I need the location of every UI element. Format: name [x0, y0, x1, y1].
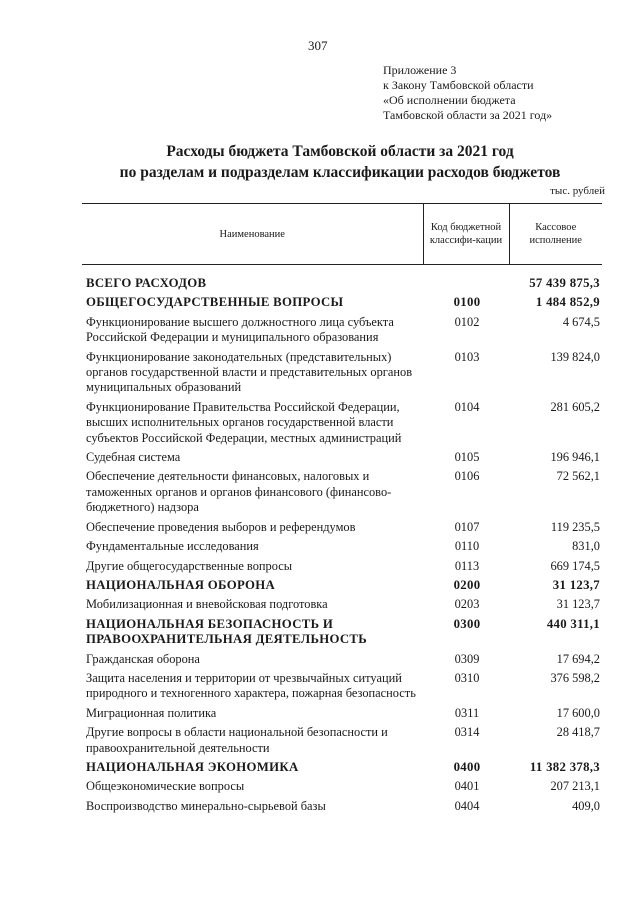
row-value: 196 946,1 — [550, 450, 600, 465]
document-title — [60, 141, 620, 183]
row-name: Миграционная политика — [86, 705, 217, 720]
row-name: Общеэкономические вопросы — [86, 779, 245, 794]
row-value: 139 824,0 — [550, 349, 600, 364]
table-row — [82, 265, 602, 294]
table-row — [82, 398, 602, 448]
row-value: 72 562,1 — [556, 469, 600, 484]
row-value: 376 598,2 — [550, 670, 600, 685]
row-code: 0104 — [454, 399, 480, 414]
table-row — [82, 518, 602, 537]
row-name: ВСЕГО РАСХОДОВ — [86, 276, 207, 290]
row-name: Функционирование законодательных (представительных) органов государственной власти и представительных органов муниципальных образований — [86, 349, 413, 395]
row-value: 281 605,2 — [550, 399, 600, 414]
row-value: 831,0 — [572, 539, 600, 554]
table-row — [82, 576, 602, 595]
row-code — [423, 265, 509, 294]
row-name: НАЦИОНАЛЬНАЯ ОБОРОНА — [86, 577, 276, 592]
annex-line: к Закону Тамбовской области — [383, 78, 534, 92]
row-value: 440 311,1 — [546, 616, 600, 631]
row-value: 17 694,2 — [556, 651, 600, 666]
row-value: 1 484 852,9 — [535, 295, 600, 310]
row-code: 0400 — [453, 759, 481, 774]
row-value: 409,0 — [572, 798, 600, 813]
annex-note — [383, 63, 552, 123]
row-value: 4 674,5 — [562, 314, 600, 329]
row-name: ОБЩЕГОСУДАРСТВЕННЫЕ ВОПРОСЫ — [86, 295, 344, 310]
annex-line: «Об исполнении бюджета — [383, 93, 516, 107]
annex-line: Тамбовской области за 2021 год» — [383, 108, 553, 122]
row-code: 0300 — [453, 616, 481, 631]
table-row — [82, 758, 602, 777]
row-code: 0203 — [454, 597, 480, 612]
table-row — [82, 313, 602, 348]
table-row — [82, 777, 602, 796]
table-body — [82, 265, 602, 817]
row-code: 0309 — [454, 651, 480, 666]
page-number: 307 — [308, 38, 328, 53]
table-row — [82, 650, 602, 669]
row-value: 11 382 378,3 — [529, 759, 600, 774]
table-row — [82, 467, 602, 517]
row-code: 0200 — [453, 577, 481, 592]
row-name: Другие вопросы в области национальной безопасности и правоохранительной деятельности — [86, 725, 388, 755]
annex-line: Приложение 3 — [383, 63, 457, 77]
row-code: 0401 — [454, 779, 480, 794]
table-row — [82, 704, 602, 723]
row-code: 0110 — [454, 539, 480, 554]
row-code: 0102 — [454, 314, 480, 329]
row-code: 0404 — [454, 798, 480, 813]
expenditure-table — [82, 203, 602, 816]
row-name: Фундаментальные исследования — [86, 539, 259, 554]
row-value: 57 439 875,3 — [529, 276, 600, 290]
units-label: тыс. рублей — [550, 185, 605, 197]
row-code: 0105 — [454, 450, 480, 465]
table-row — [82, 723, 602, 758]
row-code: 0311 — [454, 705, 480, 720]
header-name: Наименование — [82, 204, 423, 265]
header-value: Кассовое исполнение — [509, 204, 602, 265]
row-name: Функционирование высшего должностного лица субъекта Российской Федерации и муниципального образования — [86, 314, 394, 345]
row-code: 0107 — [454, 519, 480, 534]
row-name: Функционирование Правительства Российской Федерации, высших исполнительных органов государственной власти субъектов Российской Федерации, местных администраций — [86, 399, 402, 445]
row-value: 207 213,1 — [550, 779, 600, 794]
table-row — [82, 615, 602, 650]
table-header-row — [82, 204, 602, 265]
row-value: 31 123,7 — [556, 597, 600, 612]
row-value: 28 418,7 — [556, 725, 600, 740]
table-row — [82, 293, 602, 312]
row-code: 0103 — [454, 349, 480, 364]
header-code: Код бюджетной классифи-кации — [423, 204, 509, 265]
row-code: 0106 — [454, 469, 480, 484]
row-name: Судебная система — [86, 450, 181, 465]
row-value: 669 174,5 — [550, 558, 600, 573]
row-value: 17 600,0 — [556, 705, 600, 720]
row-value: 31 123,7 — [552, 577, 600, 592]
row-name: Обеспечение деятельности финансовых, налоговых и таможенных органов и органов финансового (финансово-бюджетного) надзора — [86, 469, 392, 515]
row-code: 0314 — [454, 725, 480, 740]
table-row — [82, 537, 602, 556]
row-name: Воспроизводство минерально-сырьевой базы — [86, 798, 326, 813]
table-row — [82, 448, 602, 467]
table-row — [82, 557, 602, 576]
table-row — [82, 669, 602, 704]
row-code: 0100 — [453, 295, 481, 310]
row-name: Другие общегосударственные вопросы — [86, 558, 293, 573]
table-row — [82, 595, 602, 614]
title-line-2: по разделам и подразделам классификации расходов бюджетов — [119, 164, 561, 181]
row-name: НАЦИОНАЛЬНАЯ ЭКОНОМИКА — [86, 759, 299, 774]
row-value: 119 235,5 — [550, 519, 600, 534]
table-row — [82, 348, 602, 398]
row-code: 0113 — [454, 558, 480, 573]
row-name: Гражданская оборона — [86, 651, 200, 666]
title-line-1: Расходы бюджета Тамбовской области за 2021 год — [166, 143, 514, 160]
table-row — [82, 797, 602, 816]
row-name: Защита населения и территории от чрезвычайных ситуаций природного и техногенного характера, пожарная безопасность — [86, 670, 416, 701]
row-name: Обеспечение проведения выборов и референдумов — [86, 519, 356, 534]
row-name: Мобилизационная и вневойсковая подготовка — [86, 597, 328, 612]
row-code: 0310 — [454, 670, 480, 685]
row-name: НАЦИОНАЛЬНАЯ БЕЗОПАСНОСТЬ И ПРАВООХРАНИТЕЛЬНАЯ ДЕЯТЕЛЬНОСТЬ — [86, 616, 368, 647]
